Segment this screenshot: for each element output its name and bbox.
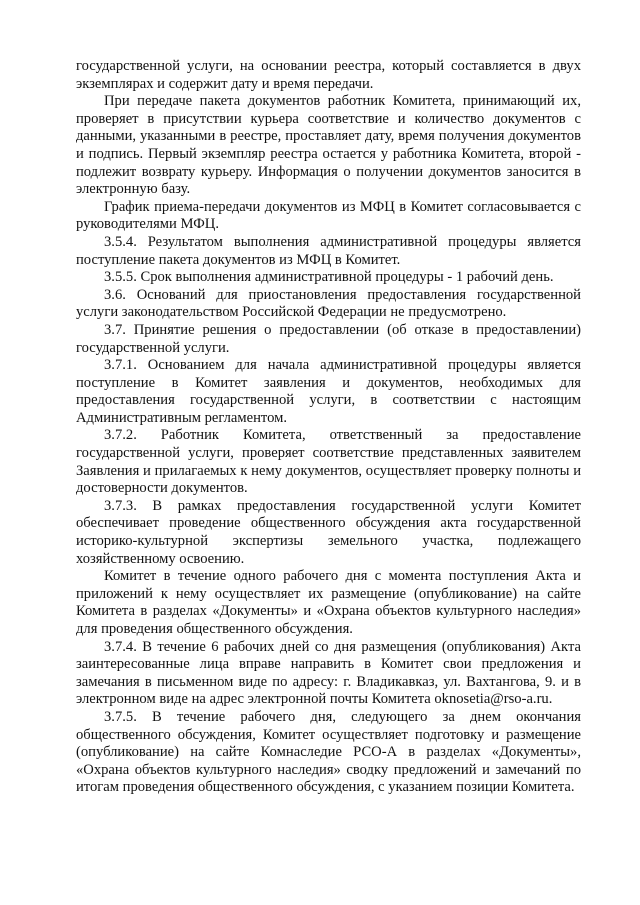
document-page [76,58,581,797]
paragraph-transfer-registry: государственной услуги, на основании реестра, который составляется в двух экземплярах и содержит дату и время передачи. [76,58,581,92]
paragraph-3-5-4: 3.5.4. Результатом выполнения административной процедуры является поступление пакета документов из МФЦ в Комитет. [76,233,581,268]
paragraph-3-7-4: 3.7.4. В течение 6 рабочих дней со дня размещения (опубликования) Акта заинтересованные лица вправе направить в Комитет свои предложения и замечания в письменном виде по адресу: г. Владикавказ, ул. Вахтангова, 9. и в электронном виде на адрес электронной почты Комитета oknosetia@rso-a.ru. [76,638,581,708]
paragraph-3-7: 3.7. Принятие решения о предоставлении (об отказе в предоставлении) государственной услуги. [76,321,581,356]
paragraph-3-6: 3.6. Оснований для приостановления предоставления государственной услуги законодательством Российской Федерации не предусмотрено. [76,286,581,321]
paragraph-3-7-3: 3.7.3. В рамках предоставления государственной услуги Комитет обеспечивает проведение общественного обсуждения акта государственной историко-культурной экспертизы земельного участка, подлежащего хозяйственному освоению. [76,497,581,567]
paragraph-package-check: При передаче пакета документов работник Комитета, принимающий их, проверяет в присутствии курьера соответствие и количество документов с данными, указанными в реестре, проставляет дату, время получения документов и подпись. Первый экземпляр реестра остается у работника Комитета, второй - подлежит возврату курьеру. Информация о получении документов заносится в электронную базу. [76,93,581,198]
paragraph-3-5-5: 3.5.5. Срок выполнения административной процедуры - 1 рабочий день. [104,269,554,286]
paragraph-3-7-5: 3.7.5. В течение рабочего дня, следующего за днем окончания общественного обсуждения, Комитет осуществляет подготовку и размещение (опубликование) на сайте Комнаследие РСО-А в разделах «Документы», «Охрана объектов культурного наследия» сводку предложений и замечаний по итогам проведения общественного обсуждения, с указанием позиции Комитета. [76,708,581,796]
paragraph-schedule: График приема-передачи документов из МФЦ в Комитет согласовывается с руководителями МФЦ. [76,198,581,233]
paragraph-act-publication: Комитет в течение одного рабочего дня с момента поступления Акта и приложений к нему осуществляет их размещение (опубликование) на сайте Комитета в разделах «Документы» и «Охрана объектов культурного наследия» для проведения общественного обсуждения. [76,568,581,637]
paragraph-3-7-2: 3.7.2. Работник Комитета, ответственный за предоставление государственной услуги, проверяет соответствие представленных заявителем Заявления и прилагаемых к нему документов, осуществляет проверку полноты и достоверности документов. [76,427,581,497]
paragraph-3-7-1: 3.7.1. Основанием для начала административной процедуры является поступление в Комитет заявления и документов, необходимых для предоставления государственной услуги, в соответствии с настоящим Административным регламентом. [76,357,581,426]
